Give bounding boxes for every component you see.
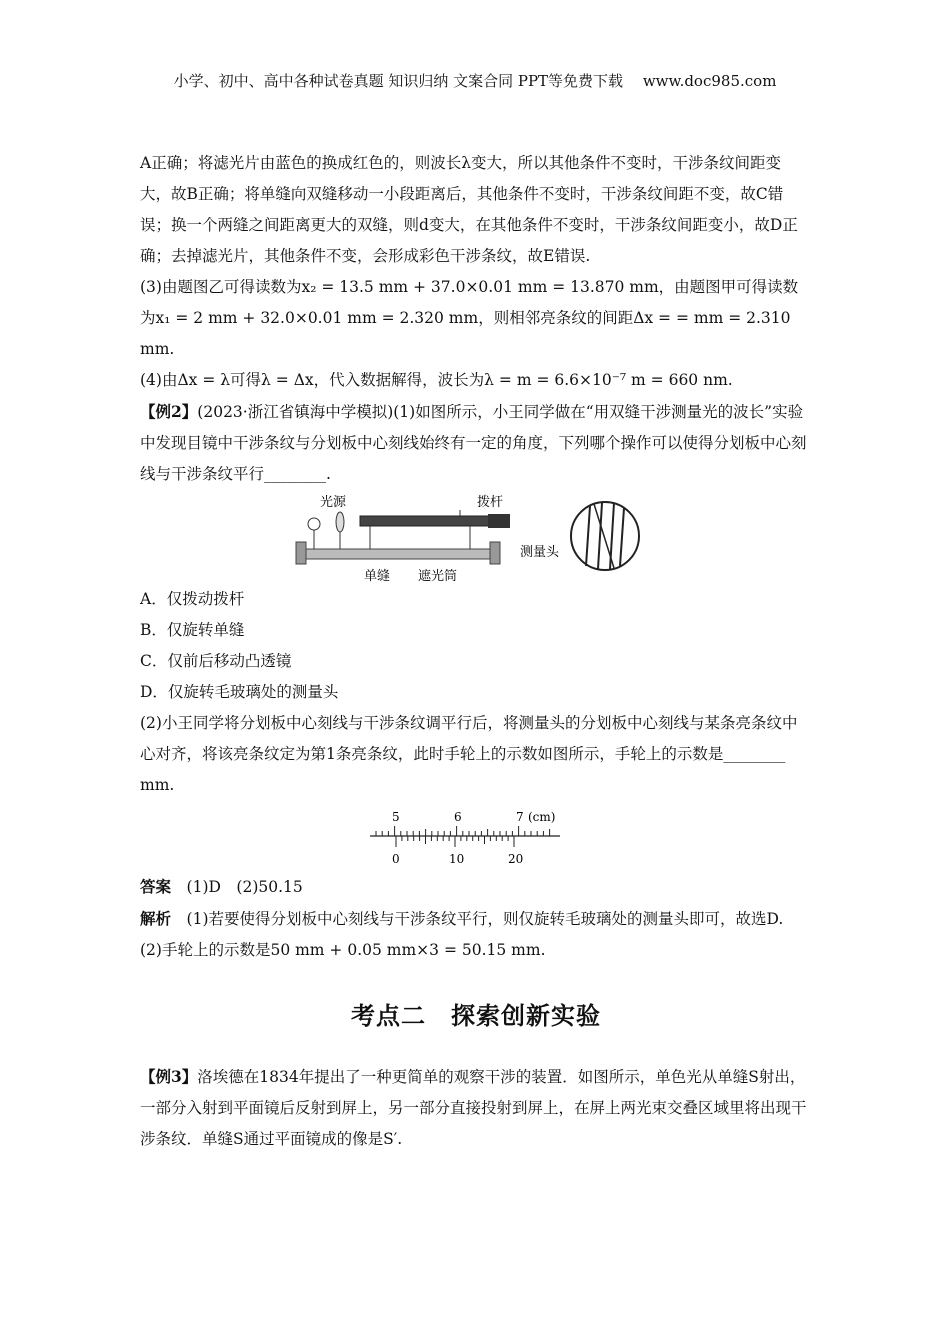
example-3-text xyxy=(140,1061,812,1155)
answer-text: (1)D (2)50.15 xyxy=(186,878,303,896)
page-header: 小学、初中、高中各种试卷真题 知识归纳 文案合同 PPT等免费下载 www.doc985.com xyxy=(173,72,777,90)
eyepiece-view xyxy=(571,502,639,570)
analysis-paragraph-3: (4)由Δx = λ可得λ = Δx，代入数据解得，波长为λ = m = 6.6×10⁻⁷ m = 660 nm. xyxy=(140,371,733,389)
main-scale-ticks xyxy=(376,826,550,836)
option-a: A．仅拨动拨杆 xyxy=(140,590,245,608)
analysis-paragraph-1: A正确；将滤光片由蓝色的换成红色的，则波长λ变大，所以其他条件不变时，干涉条纹间距变大，故B正确；将单缝向双缝移动一小段距离后，其他条件不变时，干涉条纹间距不变，故C错误；换一个两缝之间距离更大的双缝，则d变大，在其他条件不变时，干涉条纹间距变小，故D正确；去掉滤光片，其他条件不变，会形成彩色干涉条纹，故E错误. xyxy=(140,154,798,265)
option-c: C．仅前后移动凸透镜 xyxy=(140,652,292,670)
analysis-text: (1)若要使得分划板中心刻线与干涉条纹平行，则仅旋转毛玻璃处的测量头即可，故选D. xyxy=(186,910,784,928)
main-scale-unit: (cm) xyxy=(528,810,556,824)
main-scale-label-7: 7 xyxy=(516,810,524,824)
label-light-source: 光源 xyxy=(320,495,347,510)
vernier-label-0: 0 xyxy=(392,852,400,866)
example-2-question xyxy=(140,396,812,490)
label-shading-tube: 遮光筒 xyxy=(418,569,458,584)
main-scale-label-6: 6 xyxy=(454,810,462,824)
analysis-label: 解析 xyxy=(140,909,172,928)
vernier-label-20: 20 xyxy=(508,852,524,866)
label-single-slit: 单缝 xyxy=(364,569,391,584)
answer-label: 答案 xyxy=(140,877,172,896)
section-title: 考点二 探索创新实验 xyxy=(351,1001,601,1030)
label-measuring-head: 测量头 xyxy=(520,545,560,560)
example-2-tag: 【例2】 xyxy=(140,402,198,421)
example-2-analysis xyxy=(140,903,812,935)
example-3-body: 洛埃德在1834年提出了一种更简单的观察干涉的装置．如图所示，单色光从单缝S射出，一部分入射到平面镜后反射到屏上，另一部分直接投射到屏上，在屏上两光束交叠区域里将出现干涉条纹．单缝S通过平面镜成的像是S′. xyxy=(140,1068,807,1148)
analysis-paragraph-2: (3)由题图乙可得读数为x₂ = 13.5 mm + 37.0×0.01 mm = 13.870 mm，由题图甲可得读数为x₁ = 2 mm + 32.0×0.01 mm = 2.320 mm，则相邻亮条纹的间距Δx = = mm = 2.310 mm. xyxy=(140,278,799,358)
example-2-question-text: (2023·浙江省镇海中学模拟)(1)如图所示，小王同学做在“用双缝干涉测量光的波长”实验中发现目镜中干涉条纹与分划板中心刻线始终有一定的角度，下列哪个操作可以使得分划板中心刻线与干涉条纹平行________. xyxy=(140,403,807,483)
example-2-analysis-2: (2)手轮上的示数是50 mm + 0.05 mm×3 = 50.15 mm. xyxy=(140,941,546,959)
option-d: D．仅旋转毛玻璃处的测量头 xyxy=(140,683,339,701)
example-2-part-2: (2)小王同学将分划板中心刻线与干涉条纹调平行后，将测量头的分划板中心刻线与某条亮条纹中心对齐，将该亮条纹定为第1条亮条纹，此时手轮上的示数如图所示，手轮上的示数是________ mm. xyxy=(140,714,798,794)
label-lever: 拨杆 xyxy=(477,495,504,510)
vernier-scale-ticks xyxy=(396,836,514,847)
example-3-tag: 【例3】 xyxy=(140,1067,198,1086)
vernier-label-10: 10 xyxy=(449,852,465,866)
page-body xyxy=(140,148,812,1155)
vernier-caliper-figure xyxy=(370,809,570,871)
optical-bench xyxy=(296,510,510,564)
example-2-answer xyxy=(140,871,812,903)
option-b: B．仅旋转单缝 xyxy=(140,621,245,639)
double-slit-apparatus-figure xyxy=(290,494,662,584)
main-scale-label-5: 5 xyxy=(392,810,400,824)
